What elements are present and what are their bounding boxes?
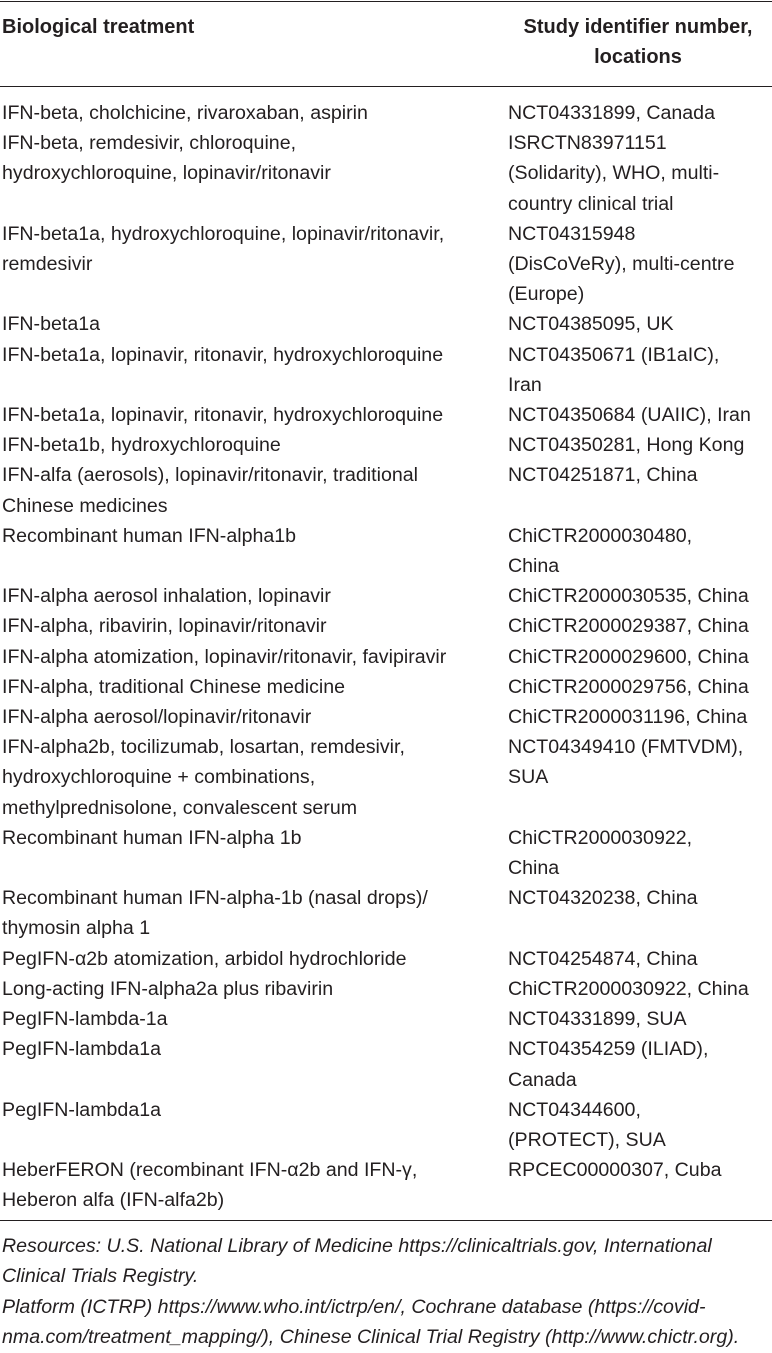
table-row — [0, 642, 772, 672]
table-row — [0, 672, 772, 702]
table-row — [0, 340, 772, 400]
table-row — [0, 974, 772, 1004]
treatment-cell: IFN-beta1a, lopinavir, ritonavir, hydroxychloroquine — [2, 404, 444, 427]
table-row — [0, 883, 772, 943]
table-row — [0, 1095, 772, 1155]
table-row — [0, 611, 772, 641]
table-row — [0, 823, 772, 883]
treatment-cell: IFN-alfa (aerosols), lopinavir/ritonavir, traditional Chinese medicines — [2, 464, 418, 517]
treatment-cell: Recombinant human IFN-alpha1b — [2, 524, 297, 547]
study-cell: NCT04331899, SUA — [508, 1008, 687, 1031]
bottom-rule — [0, 1220, 772, 1221]
study-cell: NCT04349410 (FMTVDM), SUA — [508, 736, 744, 789]
study-cell: NCT04315948 (DisCoVeRy), multi-centre (Europe) — [508, 222, 735, 306]
treatment-cell: Recombinant human IFN-alpha 1b — [2, 826, 302, 849]
footnote-line-2: Platform (ICTRP) https://www.who.int/ictrp/en/, Cochrane database (https://covid-nma.com/treatment_mapping/), Chinese Clinical Trial Registry (http://www.chictr.org). — [2, 1295, 740, 1349]
treatment-cell: PegIFN-lambda1a — [2, 1098, 162, 1121]
treatment-cell: IFN-alpha, traditional Chinese medicine — [2, 675, 346, 698]
treatment-cell: IFN-beta, cholchicine, rivaroxaban, aspirin — [2, 102, 368, 124]
table-row — [0, 430, 772, 460]
table-row — [0, 581, 772, 611]
header-study-line2: locations — [594, 46, 682, 68]
treatment-cell: PegIFN-lambda-1a — [2, 1008, 168, 1031]
study-cell: ChiCTR2000029756, China — [508, 675, 749, 698]
header-treatment: Biological treatment — [2, 16, 195, 38]
treatment-cell: HeberFERON (recombinant IFN-α2b and IFN-γ, Heberon alfa (IFN-alfa2b) — [2, 1159, 418, 1212]
study-cell: ChiCTR2000030922, China — [508, 977, 749, 1000]
table-row — [0, 86, 772, 128]
table-row — [0, 309, 772, 339]
header-study — [506, 0, 772, 86]
study-cell: NCT04350671 (IB1aIC), Iran — [508, 343, 720, 396]
treatment-cell: IFN-beta1b, hydroxychloroquine — [2, 434, 281, 457]
study-cell: ChiCTR2000030480, China — [508, 524, 693, 578]
study-cell: NCT04254874, China — [508, 947, 698, 970]
table-row — [0, 1034, 772, 1094]
study-cell: NCT04350684 (UAIIC), Iran — [508, 404, 751, 427]
table-row — [0, 219, 772, 310]
treatment-cell: IFN-beta1a, hydroxychloroquine, lopinavir/ritonavir, remdesivir — [2, 222, 445, 276]
table-row — [0, 1004, 772, 1034]
treatment-cell: IFN-beta1a, lopinavir, ritonavir, hydroxychloroquine — [2, 343, 444, 366]
table-row — [0, 400, 772, 430]
table-row — [0, 128, 772, 219]
study-cell: ChiCTR2000030922, China — [508, 826, 693, 880]
table-row — [0, 732, 772, 823]
study-cell: NCT04251871, China — [508, 464, 698, 487]
table-row — [0, 460, 772, 520]
footnote-line-1: Resources: U.S. National Library of Medicine https://clinicaltrials.gov, International Clinical Trials Registry. — [2, 1235, 712, 1288]
study-cell: NCT04385095, UK — [508, 313, 674, 336]
treatment-cell: IFN-beta, remdesivir, chloroquine, hydroxychloroquine, lopinavir/ritonavir — [2, 132, 331, 185]
study-cell: RPCEC00000307, Cuba — [508, 1159, 722, 1182]
study-cell: NCT04350281, Hong Kong — [508, 434, 745, 457]
treatment-cell: IFN-alpha aerosol inhalation, lopinavir — [2, 585, 331, 608]
treatment-cell: PegIFN-lambda1a — [2, 1038, 162, 1061]
treatment-cell: Recombinant human IFN-alpha-1b (nasal drops)/ thymosin alpha 1 — [2, 887, 428, 940]
treatment-cell: Long-acting IFN-alpha2a plus ribavirin — [2, 977, 334, 1000]
header-row — [0, 0, 772, 86]
treatment-cell: IFN-beta1a — [2, 313, 101, 336]
study-cell: ISRCTN83971151 (Solidarity), WHO, multi- country clinical trial — [508, 132, 720, 215]
table-row — [0, 702, 772, 732]
study-cell: NCT04331899, Canada — [508, 102, 715, 124]
footnote — [2, 1231, 770, 1353]
header-study-line1: Study identifier number, — [523, 16, 753, 38]
study-cell: ChiCTR2000030535, China — [508, 585, 749, 608]
study-cell: NCT04344600, (PROTECT), SUA — [508, 1098, 666, 1151]
table-row — [0, 1155, 772, 1215]
study-cell: NCT04354259 (ILIAD), Canada — [508, 1038, 709, 1091]
treatment-cell: IFN-alpha aerosol/lopinavir/ritonavir — [2, 706, 312, 729]
treatment-cell: IFN-alpha, ribavirin, lopinavir/ritonavir — [2, 615, 327, 638]
study-cell: ChiCTR2000029387, China — [508, 615, 749, 638]
study-cell: ChiCTR2000029600, China — [508, 645, 749, 668]
treatment-cell: IFN-alpha2b, tocilizumab, losartan, remdesivir, hydroxychloroquine + combinations, methylprednisolone, convalescent serum — [2, 736, 405, 819]
study-cell: NCT04320238, China — [508, 887, 698, 910]
table-row — [0, 944, 772, 974]
treatment-cell: PegIFN-α2b atomization, arbidol hydrochloride — [2, 947, 407, 970]
study-cell: ChiCTR2000031196, China — [508, 706, 748, 729]
table-row — [0, 521, 772, 581]
treatment-cell: IFN-alpha atomization, lopinavir/ritonavir, favipiravir — [2, 645, 447, 668]
